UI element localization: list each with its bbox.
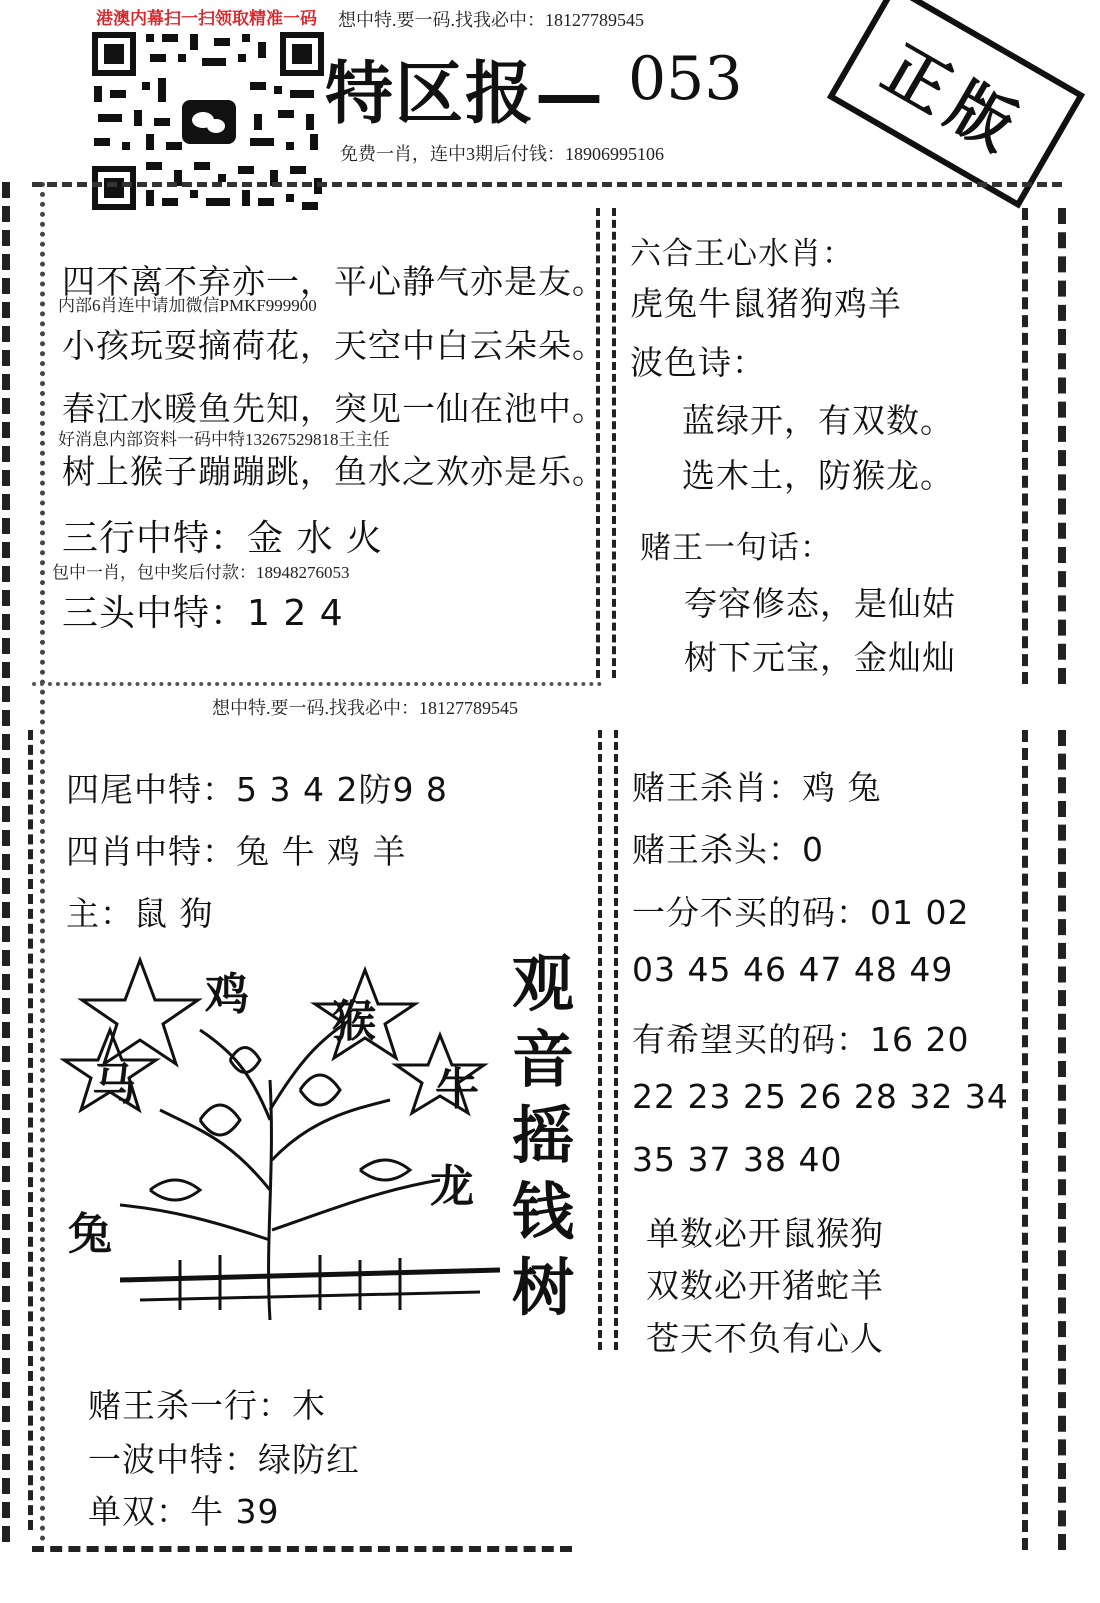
kill-zodiac: 赌王杀肖：鸡 兔: [632, 768, 882, 807]
middle-border-line: [32, 682, 602, 686]
odd-even: 单双：牛 39: [88, 1492, 280, 1531]
vertical-char-1: 观: [511, 947, 574, 1020]
king-saying-2: 树下元宝，金灿灿: [684, 638, 956, 677]
tree-label-ox: 牛: [435, 1064, 479, 1115]
vertical-char-3: 摇: [511, 1099, 574, 1172]
contact-sub: 免费一肖，连中3期后付钱：18906995106: [340, 144, 664, 164]
issue-number: 053: [628, 44, 743, 114]
overlay-ad-1: 内部6肖连中请加微信PMKF999900: [58, 296, 317, 315]
vertical-char-5: 树: [511, 1251, 574, 1324]
motto: 苍天不负有心人: [646, 1319, 884, 1358]
bottom-border-line: [32, 1538, 572, 1552]
three-heads: 三头中特：1 2 4: [62, 593, 344, 634]
heading-wave-poem: 波色诗：: [630, 343, 766, 382]
king-saying-1: 夸容修态，是仙姑: [684, 584, 956, 623]
no-buy-numbers: 03 45 46 47 48 49: [632, 950, 954, 989]
overlay-ad-3: 包中一肖，包中奖后付款：18948276053: [52, 563, 350, 582]
overlay-ad-2: 好消息内部资料一码中特13267529818王主任: [58, 430, 390, 449]
hope-label: 有希望买的码：16 20: [632, 1020, 970, 1059]
contact-top: 想中特.要一码.找我必中：18127789545: [338, 10, 644, 30]
vertical-char-4: 钱: [511, 1175, 574, 1248]
bottom-center-divider: [598, 730, 618, 1350]
tree-label-rooster: 鸡: [205, 969, 249, 1020]
poem-line-4: 树上猴子蹦蹦跳，鱼水之欢亦是乐。: [62, 452, 606, 491]
poem-line-3: 春江水暖鱼先知，突见一仙在池中。: [62, 389, 606, 428]
kill-head: 赌王杀头：0: [632, 830, 824, 869]
wave-poem-1: 蓝绿开，有双数。: [682, 401, 954, 440]
wave-poem-2: 选木土，防猴龙。: [682, 456, 954, 495]
four-zodiacs: 四肖中特：兔 牛 鸡 羊: [66, 832, 407, 871]
main-zodiacs: 主：鼠 狗: [66, 894, 214, 933]
paper-title: 特区报—: [325, 54, 606, 134]
top-right-border: [1022, 208, 1066, 684]
tree-label-rabbit: 兔: [68, 1209, 112, 1260]
tree-label-monkey: 猴: [332, 996, 376, 1047]
bottom-right-border: [1022, 730, 1066, 1550]
four-tails: 四尾中特：5 3 4 2防9 8: [66, 770, 448, 809]
divider-contact: 想中特.要一码.找我必中：18127789545: [212, 698, 518, 718]
genuine-stamp: 正版: [827, 0, 1085, 209]
vertical-char-2: 音: [511, 1023, 574, 1096]
wave-special: 一波中特：绿防红: [88, 1440, 360, 1479]
odd-must-open: 单数必开鼠猴狗: [646, 1214, 884, 1253]
heading-king-saying: 赌王一句话：: [640, 530, 832, 566]
vertical-title: [508, 947, 578, 1324]
no-buy-label: 一分不买的码：01 02: [632, 893, 970, 932]
kill-element: 赌王杀一行：木: [88, 1386, 326, 1425]
money-tree-illustration: [60, 940, 500, 1340]
promo-banner: 港澳内幕扫一扫领取精准一码: [96, 9, 317, 29]
poem-line-1: 四不离不弃亦一，平心静气亦是友。: [62, 262, 606, 301]
zodiac-list: 虎兔牛鼠猪狗鸡羊: [630, 284, 902, 323]
hope-numbers-3: 35 37 38 40: [632, 1140, 843, 1179]
even-must-open: 双数必开猪蛇羊: [646, 1266, 884, 1305]
poem-line-2: 小孩玩耍摘荷花，天空中白云朵朵。: [62, 326, 606, 365]
top-border-line: [32, 182, 1062, 187]
bottom-left-inner-border: [28, 730, 43, 1530]
tree-label-horse: 马: [92, 1059, 136, 1110]
heading-liuhe: 六合王心水肖：: [630, 236, 854, 272]
tree-label-dragon: 龙: [430, 1161, 474, 1212]
hope-numbers-2: 22 23 25 26 28 32 34: [632, 1077, 1009, 1116]
three-elements: 三行中特：金 水 火: [62, 518, 383, 559]
